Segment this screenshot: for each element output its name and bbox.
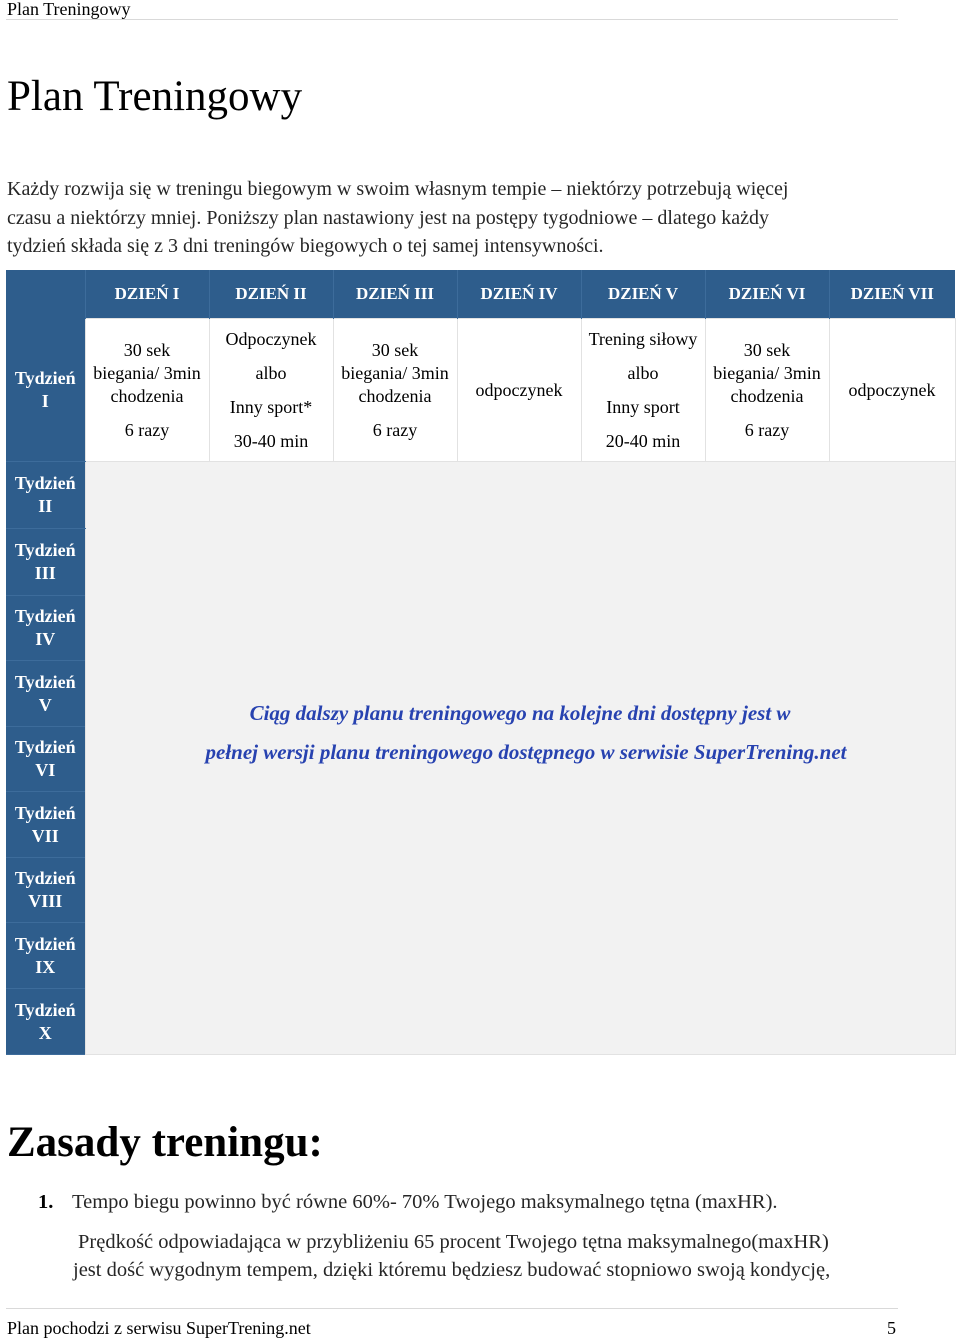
rules-heading: Zasady treningu: [7, 1119, 323, 1166]
column-header: DZIEŃ VII [829, 270, 955, 319]
column-header: DZIEŃ IV [457, 270, 581, 319]
day-cell-d2: Odpoczynek albo Inny sport* 30-40 min [209, 319, 333, 462]
rule-text: Tempo biegu powinno być równe 60%- 70% Twojego maksymalnego tętna (maxHR). [72, 1191, 778, 1213]
day-cell-d1: 30 sek biegania/ 3min chodzenia 6 razy [85, 319, 209, 462]
day-cell-d5: Trening siłowy albo Inny sport 20-40 min [581, 319, 705, 462]
week-label: Tydzień VI [6, 727, 85, 792]
footer-divider [6, 1308, 898, 1309]
footer-source: Plan pochodzi z serwisu SuperTrening.net [7, 1318, 311, 1338]
intro-line-3: tydzień składa się z 3 dni treningów biegowych o tej samej intensywności. [7, 235, 604, 257]
running-header: Plan Treningowy [7, 0, 131, 19]
week-label: Tydzień VII [6, 792, 85, 858]
column-header: DZIEŃ I [85, 270, 209, 319]
intro-line-1: Każdy rozwija się w treningu biegowym w swoim własnym tempie – niektórzy potrzebują więcej [7, 178, 789, 200]
rule-number: 1. [38, 1191, 54, 1213]
table-row [6, 319, 955, 462]
page-number: 5 [887, 1318, 896, 1338]
week-label: Tydzień V [6, 661, 85, 727]
week-label: Tydzień I [6, 319, 85, 462]
locked-content-area [85, 462, 955, 1055]
week-label: Tydzień III [6, 529, 85, 596]
week-label: Tydzień IV [6, 596, 85, 661]
week-label: Tydzień VIII [6, 858, 85, 923]
day-cell-d6: 30 sek biegania/ 3min chodzenia 6 razy [705, 319, 829, 462]
column-header: DZIEŃ II [209, 270, 333, 319]
week-label: Tydzień X [6, 989, 85, 1055]
training-plan-table [6, 270, 956, 1055]
full-version-notice [86, 694, 955, 772]
intro-paragraph [7, 175, 937, 261]
column-header: DZIEŃ VI [705, 270, 829, 319]
notice-line-1: Ciąg dalszy planu treningowego na kolejne dni dostępny jest w [249, 701, 791, 725]
table-row [6, 462, 955, 529]
column-header: DZIEŃ III [333, 270, 457, 319]
column-header: DZIEŃ V [581, 270, 705, 319]
rule-item-1 [38, 1188, 778, 1216]
rule-para-line-2: jest dość wygodnym tempem, dzięki któremu będziesz budować stopniowo swoją kondycję, [73, 1259, 831, 1281]
week-label: Tydzień IX [6, 923, 85, 989]
rule-para-line-1: Prędkość odpowiadająca w przybliżeniu 65 procent Twojego tętna maksymalnego(maxHR) [78, 1231, 829, 1253]
day-cell-d7: odpoczynek [829, 319, 955, 462]
week-label: Tydzień II [6, 462, 85, 529]
table-header-row [6, 270, 955, 319]
rule-paragraph [73, 1228, 913, 1284]
intro-line-2: czasu a niektórzy mniej. Poniższy plan nastawiony jest na postępy tygodniowe – dlatego każdy [7, 206, 770, 229]
day-cell-d4: odpoczynek [457, 319, 581, 462]
notice-line-2: pełnej wersji planu treningowego dostępnego w serwisie SuperTrening.net [205, 740, 847, 764]
day-cell-d3: 30 sek biegania/ 3min chodzenia 6 razy [333, 319, 457, 462]
page-title: Plan Treningowy [7, 73, 303, 120]
header-divider [6, 19, 898, 20]
table-corner-cell [6, 270, 85, 319]
